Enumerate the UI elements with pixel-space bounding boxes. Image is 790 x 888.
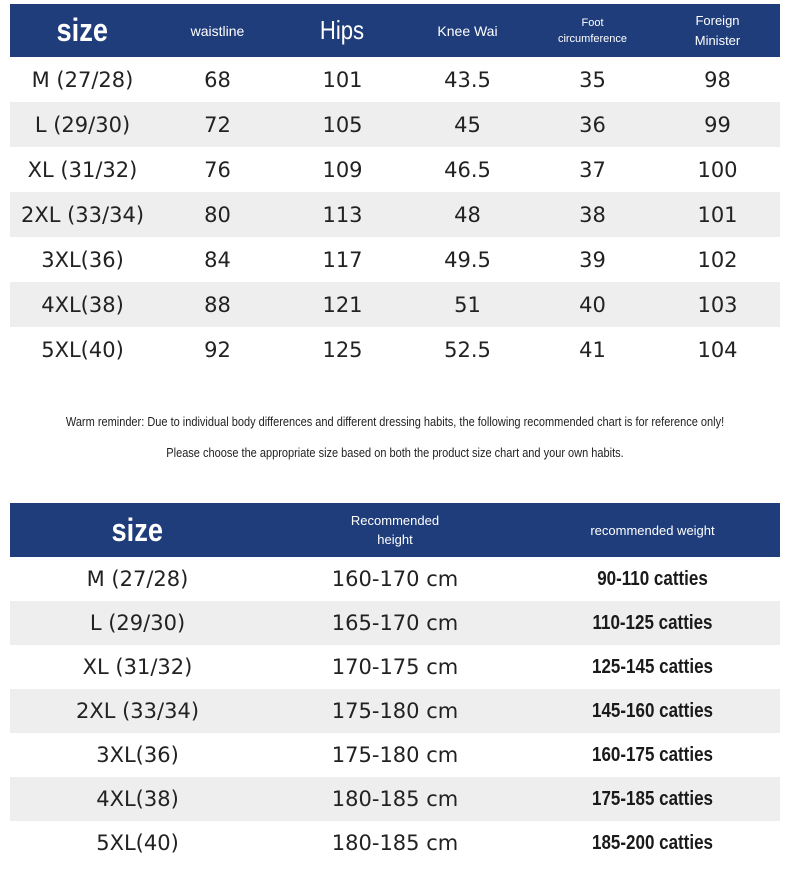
cell-rec-size: 2XL (33/34) xyxy=(75,699,200,723)
cell-foreign: 104 xyxy=(697,337,738,362)
cell-rec-weight: 160-175 catties xyxy=(592,743,713,766)
cell-hips: 105 xyxy=(322,112,363,137)
cell-rec-weight: 185-200 catties xyxy=(592,831,713,854)
recommend-row xyxy=(10,821,780,865)
cell-rec-size: 3XL(36) xyxy=(96,743,179,767)
cell-hips: 121 xyxy=(322,292,363,317)
cell-rec-size: 4XL(38) xyxy=(96,787,179,811)
header-knee: Knee Wai xyxy=(437,22,498,39)
cell-waist: 76 xyxy=(204,157,231,182)
recommend-table xyxy=(10,503,780,865)
cell-rec-weight: 175-185 catties xyxy=(592,787,713,810)
cell-size: XL (31/32) xyxy=(27,157,138,182)
cell-rec-height: 160-170 cm xyxy=(331,567,459,591)
cell-foreign: 98 xyxy=(704,67,731,92)
cell-knee: 45 xyxy=(454,112,481,137)
cell-rec-height: 175-180 cm xyxy=(331,743,459,767)
size-chart-header xyxy=(10,4,780,57)
size-chart-row xyxy=(10,237,780,282)
cell-foreign: 99 xyxy=(704,112,731,137)
recommend-row xyxy=(10,733,780,777)
cell-waist: 88 xyxy=(204,292,231,317)
cell-rec-size: XL (31/32) xyxy=(82,655,193,679)
cell-size: M (27/28) xyxy=(31,67,134,92)
header-foot: Foot circumference xyxy=(557,16,628,45)
cell-size: 3XL(36) xyxy=(41,247,124,272)
header-rec-height: Recommended height xyxy=(350,513,440,547)
cell-foot: 39 xyxy=(579,247,606,272)
cell-waist: 68 xyxy=(204,67,231,92)
size-chart-row xyxy=(10,192,780,237)
size-chart-table xyxy=(10,4,780,372)
header-hips: Hips xyxy=(320,15,365,45)
cell-foreign: 102 xyxy=(697,247,738,272)
cell-knee: 48 xyxy=(454,202,481,227)
choose-size-note: Please choose the appropriate size based on both the product size chart and your own habits. xyxy=(166,446,624,460)
cell-waist: 84 xyxy=(204,247,231,272)
header-foreign: Foreign Minister xyxy=(694,12,741,48)
cell-hips: 113 xyxy=(322,202,363,227)
cell-foreign: 101 xyxy=(697,202,738,227)
recommend-header xyxy=(10,503,780,557)
cell-hips: 117 xyxy=(322,247,363,272)
cell-hips: 101 xyxy=(322,67,363,92)
cell-size: 4XL(38) xyxy=(41,292,124,317)
cell-waist: 92 xyxy=(204,337,231,362)
cell-knee: 46.5 xyxy=(444,157,491,182)
cell-rec-height: 175-180 cm xyxy=(331,699,459,723)
cell-foot: 36 xyxy=(579,112,606,137)
cell-waist: 72 xyxy=(204,112,231,137)
recommend-row xyxy=(10,645,780,689)
cell-hips: 109 xyxy=(322,157,363,182)
header-waistline: waistline xyxy=(190,22,245,39)
cell-foot: 37 xyxy=(579,157,606,182)
cell-rec-height: 180-185 cm xyxy=(331,787,459,811)
size-chart-row xyxy=(10,282,780,327)
recommend-row xyxy=(10,777,780,821)
cell-foreign: 100 xyxy=(697,157,738,182)
cell-rec-weight: 110-125 catties xyxy=(592,611,713,634)
cell-knee: 49.5 xyxy=(444,247,491,272)
cell-foot: 40 xyxy=(579,292,606,317)
cell-rec-weight: 125-145 catties xyxy=(592,655,713,678)
cell-knee: 52.5 xyxy=(444,337,491,362)
cell-size: 5XL(40) xyxy=(41,337,124,362)
size-chart-row xyxy=(10,327,780,372)
header-size: size xyxy=(56,12,109,48)
size-chart-row xyxy=(10,102,780,147)
cell-hips: 125 xyxy=(322,337,363,362)
recommend-row xyxy=(10,601,780,645)
cell-rec-height: 170-175 cm xyxy=(331,655,459,679)
header-rec-weight: recommended weight xyxy=(590,522,715,538)
cell-knee: 51 xyxy=(454,292,481,317)
recommend-row xyxy=(10,557,780,601)
recommend-row xyxy=(10,689,780,733)
cell-foreign: 103 xyxy=(697,292,738,317)
header-rec-size: size xyxy=(111,511,164,548)
cell-waist: 80 xyxy=(204,202,231,227)
cell-foot: 41 xyxy=(579,337,606,362)
cell-rec-weight: 90-110 catties xyxy=(597,567,708,590)
cell-rec-height: 165-170 cm xyxy=(331,611,459,635)
cell-rec-size: M (27/28) xyxy=(86,567,189,591)
cell-rec-size: L (29/30) xyxy=(89,611,186,635)
cell-size: L (29/30) xyxy=(34,112,131,137)
cell-foot: 35 xyxy=(579,67,606,92)
size-chart-row xyxy=(10,147,780,192)
warm-reminder-note: Warm reminder: Due to individual body differences and different dressing habits, the following recommended chart is for reference only! xyxy=(65,415,725,429)
cell-knee: 43.5 xyxy=(444,67,491,92)
cell-size: 2XL (33/34) xyxy=(20,202,145,227)
cell-rec-weight: 145-160 catties xyxy=(592,699,713,722)
cell-foot: 38 xyxy=(579,202,606,227)
size-chart-row xyxy=(10,57,780,102)
cell-rec-height: 180-185 cm xyxy=(331,831,459,855)
cell-rec-size: 5XL(40) xyxy=(96,831,179,855)
